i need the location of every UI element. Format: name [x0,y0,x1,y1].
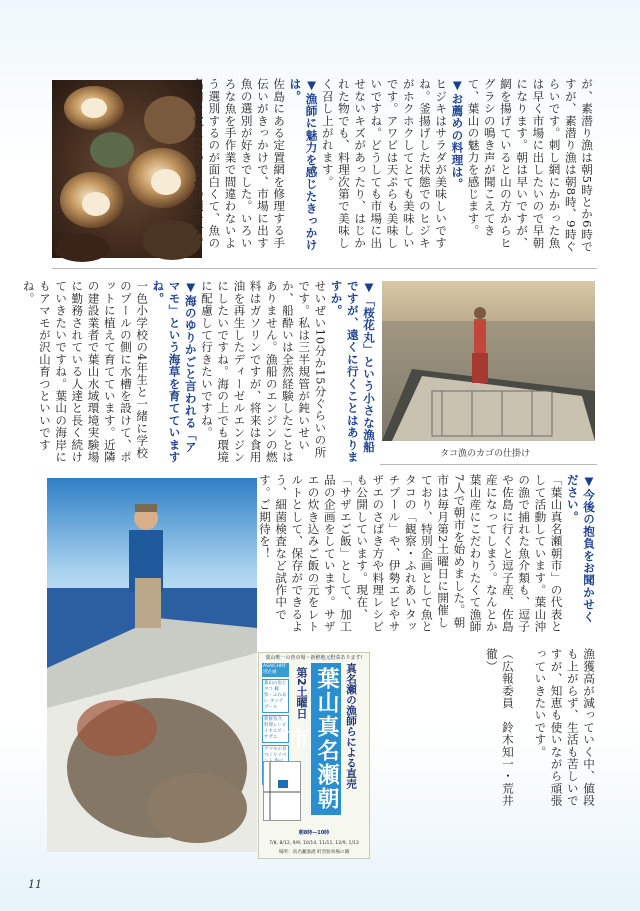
asaichi-poster [258,652,370,859]
fisherman-boat-photo [47,478,257,852]
credit-line: （広報委員 鈴木知一・荒井徹） [484,648,515,807]
sakurabana-paragraph: せいぜい10分か15分ぐらいの所です。私は三半規管が鈍いせいか、船酔いは全然経験したことはありません。漁船のエンジンの燃料はガソリンですが、将来は食用油を再生したディーゼルエンジンにしたいですね。海の上でも環境に配慮して行きたいですね。 [199,280,328,463]
divider-middle [380,464,597,465]
sakurabana-heading: ▼「桜花丸」という小さな漁船ですが、遠くに行くことはありますか。 [329,280,376,463]
poster-map [263,761,301,821]
poster-side-item: 新鮮魚介、料理レシピ イセエビ・サザエ [262,715,289,743]
miryoku-heading: ▼漁師に魅力を感じたきっかけは。 [288,78,319,252]
poster-place: 場所：真名瀬漁港 町営駐車場の隣 [278,850,350,855]
octopus-trap-photo [382,281,595,441]
middle-text-block [21,280,377,465]
bottom-middle-text [262,474,368,644]
poster-sub-1: 真名瀬の漁師らによる直売 [345,663,357,789]
poster-subtitle [345,663,357,789]
poster-top-line: 葉山唯一の魚市場・新鮮地元野菜あります! [265,655,363,661]
bottom-text-block [257,474,597,634]
kongo-heading: ▼今後の抱負をお聞かせください。 [565,474,596,623]
poster-schedule [295,667,308,719]
amamo-paragraph: 一色小学校の4年生と一緒に学校のプールの側に水槽を設けて、ポットに植えて育てています。近隣の建設業者で葉山水域環境実験場に勤務されている人達と長く続けていきたいですね。葉山の海岸にもアマモが沢山育つといいですね。 [21,280,150,463]
kongo-paragraph: 「葉山真名瀬朝市」の代表として活動しています。葉山沖の漁で捕れた魚介類も、逗子や佐島に行くと逗子産、佐島産になってしまう。なんとか葉山産にこだわりたくて漁師7人で朝市を始めました。朝市は毎月第2土曜日に開催しており、特別企画として魚とタコの「観察・ふれあいタッチプール」や、伊勢エビやサザエのさばき方や料理レシピも公開しています。現在、「サザエご飯」として、加工品の企画をしています。サザエの炊き込みご飯の元をレトルトとして、保存ができるよう、細菌検査など試作中です。ご期待を！ [257,474,564,633]
poster-side-item: ASAICHI特別企画 [262,663,289,677]
poster-title: 葉山真名瀬朝市 [311,663,341,815]
divider-top [52,268,597,269]
poster-time: 朝8時—10時 [298,830,330,836]
kongo-paragraph-2: 漁獲高が減っていく中、値段も上がらず、生活も苦しいですが、知恵も使いながら頑張っていきたいです。 [533,648,596,807]
osusume-heading: ▼お薦めの料理は。 [450,78,465,191]
poster-side-item: アマモの育つくりイベ [262,745,289,785]
poster-dates: 7/8, 8/12, 9/9, 10/14, 11/11, 12/9, 1/13 [269,841,359,846]
intro-text-block [191,78,595,256]
bottom-text-block-2 [372,648,597,818]
page-number: 11 [28,878,42,891]
amamo-heading: ▼海のゆりかごと言われる「アマモ」という海草を育てていますね。 [151,280,198,463]
osusume-paragraph: ヒジキはサラダが美味しいですね。釜揚げした状態でのヒジキがホクホクしてとても美味しいです。アワビは天ぷらも美味しいですね。どうしても市場に出せないキズがあったり、はじかれた物でも、料理次第で美味しく召し上がれます。 [320,78,449,249]
intro-paragraph: が、素潜り漁は朝5時とか6時ですが、素潜り漁は朝8時、9時ぐらいです。刺し網にかかった魚は早く市場に出したいので早朝になります。朝は早いですが、網を揚げていると山の方からヒグラシの鳴き声が聞こえてきて、葉山の魅力を感じます。 [466,78,594,253]
turban-shell-photo [52,80,202,258]
miryoku-paragraph: 佐島にある定置網を修理する手伝いがきっかけで、市場に出す魚の選別が好きでした。いろいろな魚を手作業で間違わないよう選別するのが面白くて、魚の名前を覚えたのもその頃です。 [191,78,287,249]
trap-photo-caption: タコ漁のカゴの仕掛け [440,449,531,459]
poster-side-item: 葉山の魚とタコ 観察・ふれあい タッチプール [262,679,289,713]
poster-sub-2: 第2土曜日 [295,667,308,719]
